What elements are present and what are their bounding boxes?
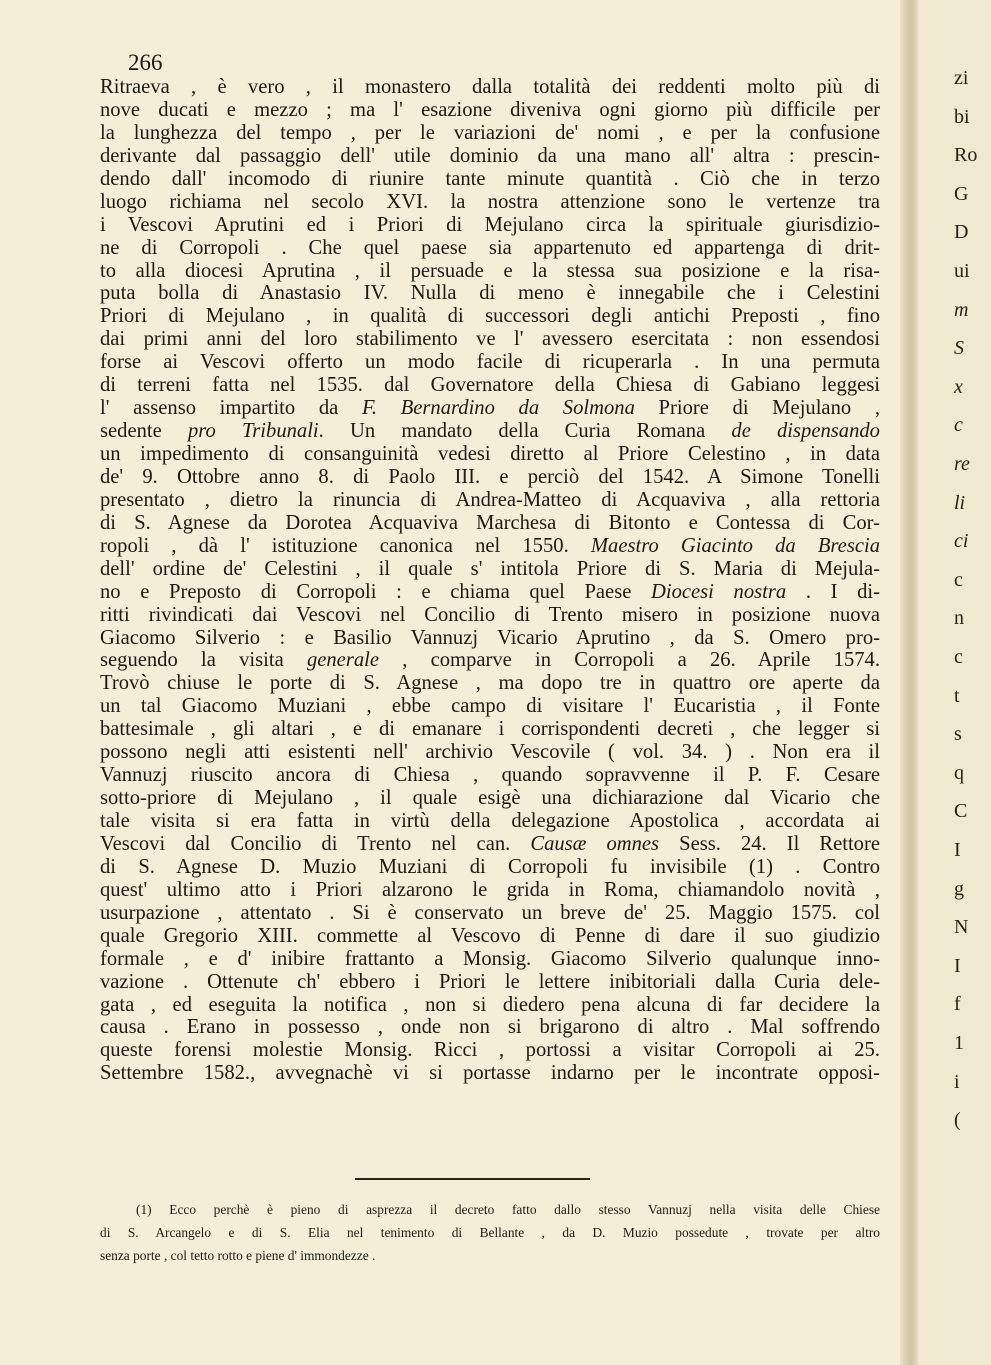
text-line xyxy=(100,260,880,283)
text-run: no e Preposto di Corropoli : e chiama quel Paese xyxy=(100,580,651,603)
text-run: Giacomo Silverio : e Basilio Vannuzj Vicario Aprutino , da S. Omero pro- xyxy=(100,626,880,649)
text-line xyxy=(100,558,880,581)
text-line xyxy=(100,902,880,925)
text-line xyxy=(100,627,880,650)
text-run: nove ducati e mezzo ; ma l' esazione diveniva ogni giorno più difficile per xyxy=(100,98,880,121)
text-run: sotto-priore di Mejulano , il quale esigè una dichiarazione dal Vicario che xyxy=(100,787,880,810)
italic-run: pro Tribunali xyxy=(187,420,319,443)
text-run: Vannuzj riuscito ancora di Chiesa , quando sopravvenne il P. F. Cesare xyxy=(100,764,880,787)
text-line xyxy=(100,994,880,1017)
text-run: puta bolla di Anastasio IV. Nulla di meno è innegabile che i Celestini xyxy=(100,282,880,305)
text-run: formale , e d' inibire frattanto a Monsig. Giacomo Silverio qualunque inno- xyxy=(100,947,880,970)
text-run: . Un mandato della Curia Romana xyxy=(318,420,732,443)
text-line xyxy=(100,971,880,994)
text-line xyxy=(100,99,880,122)
italic-run: generale xyxy=(306,649,380,672)
text-run: un tal Giacomo Muziani , ebbe campo di visitare l' Eucaristia , il Fonte xyxy=(100,695,880,718)
footnote-separator xyxy=(355,1178,590,1180)
facing-page-fragment: n xyxy=(954,607,964,630)
facing-page-fragment: ci xyxy=(954,530,969,553)
facing-page-fragment: zi xyxy=(954,67,969,89)
text-run: Priori di Mejulano , in qualità di successori degli antichi Preposti , fino xyxy=(100,305,880,328)
text-run: un impedimento di consanguinità vedesi diretto al Priore Celestino , in data xyxy=(100,443,880,465)
text-line xyxy=(100,512,880,535)
text-run: , comparve in Corropoli a 26. Aprile 1574. xyxy=(379,649,880,672)
text-line xyxy=(100,305,880,328)
text-run: queste forensi molestie Monsig. Ricci , portossi a visitar Corropoli ai 25. xyxy=(100,1039,880,1062)
book-gutter xyxy=(900,0,918,1365)
text-line xyxy=(100,787,880,810)
text-line xyxy=(100,466,880,489)
text-run: Trovò chiuse le porte di S. Agnese , ma dopo tre in quattro ore aperte da xyxy=(100,672,880,695)
facing-page-fragment: D xyxy=(954,221,969,244)
body-text xyxy=(100,76,880,1085)
text-line xyxy=(100,168,880,191)
text-run: dendo dall' incomodo di riunire tante minute quantità . Ciò che in terzo xyxy=(100,167,880,190)
footnote-line: senza porte , col tetto rotto e piene d' immondezze . xyxy=(100,1248,376,1263)
text-run: i Vescovi Aprutini ed i Priori di Mejulano circa la spirituale giurisdizio- xyxy=(100,213,880,236)
page-number: 266 xyxy=(128,50,163,75)
facing-page-fragment: li xyxy=(954,491,966,514)
facing-page-fragment: g xyxy=(954,877,964,900)
text-line xyxy=(100,879,880,902)
text-run: di S. Agnese da Dorotea Acquaviva Marchesa di Bitonto e Contessa di Cor- xyxy=(100,511,880,534)
text-line xyxy=(100,351,880,374)
text-run: usurpazione , attentato . Si è conservato un breve de' 25. Maggio 1575. col xyxy=(100,901,880,924)
italic-run: F. Bernardino da Solmona xyxy=(361,397,635,420)
text-line xyxy=(100,420,880,443)
facing-page-fragment: 1 xyxy=(954,1032,964,1054)
text-line xyxy=(100,1039,880,1062)
text-run: to alla diocesi Aprutina , il persuade e la stessa sua posizione e la risa- xyxy=(100,259,880,282)
text-line xyxy=(100,810,880,833)
facing-page-fragment: c xyxy=(954,568,963,591)
facing-page-fragment: q xyxy=(954,761,964,784)
text-line xyxy=(100,604,880,627)
text-run: de' 9. Ottobre anno 8. di Paolo III. e perciò del 1542. A Simone Tonelli xyxy=(100,465,880,488)
italic-run: Maestro Giacinto da Brescia xyxy=(590,534,880,557)
text-run: presentato , dietro la rinuncia di Andrea-Matteo di Acquaviva , alla rettoria xyxy=(100,488,880,511)
text-run: dell' ordine de' Celestini , il quale s' intitola Priore di S. Maria di Mejula- xyxy=(100,557,880,580)
facing-page-fragment: Ro xyxy=(954,144,978,167)
text-line xyxy=(100,237,880,260)
text-run: ropoli , dà l' istituzione canonica nel 1550. xyxy=(100,534,591,557)
text-line xyxy=(100,191,880,214)
italic-run: Diocesi nostra xyxy=(651,580,787,603)
text-run: possono negli atti esistenti nell' archivio Vescovile ( vol. 34. ) . Non era il xyxy=(100,741,880,764)
facing-page-fragment: N xyxy=(954,916,969,939)
text-line xyxy=(100,948,880,971)
text-line xyxy=(100,374,880,397)
text-run: dai primi anni del loro stabilimento ve l' avessero esercitata : non essendosi xyxy=(100,328,880,351)
text-line xyxy=(100,214,880,237)
facing-page-fragment: I xyxy=(954,839,961,861)
text-run: Ritraeva , è vero , il monastero dalla totalità dei reddenti molto più di xyxy=(100,76,880,98)
facing-page-edge xyxy=(918,0,991,1365)
facing-page-fragment: i xyxy=(954,1070,960,1093)
text-run: forse ai Vescovi offerto un modo facile di ricuperarla . In una permuta xyxy=(100,351,880,374)
facing-page-fragment: c xyxy=(954,646,963,668)
text-line xyxy=(100,672,880,695)
italic-run: de dispensando xyxy=(731,420,880,443)
facing-page-fragment: S xyxy=(954,337,964,360)
text-run: sedente xyxy=(100,420,188,443)
footnote-line: (1) Ecco perchè è pieno di asprezza il decreto fatto dallo stesso Vannuzj nella visita delle Chiese xyxy=(136,1202,880,1217)
facing-page-fragment: G xyxy=(954,182,969,205)
text-line xyxy=(100,397,880,420)
text-line xyxy=(100,282,880,305)
text-run: battesimale , gli altari , e di emanare i corrispondenti decreti , che legger si xyxy=(100,718,880,741)
facing-page-fragment: s xyxy=(954,723,962,746)
text-line xyxy=(100,718,880,741)
text-line xyxy=(100,76,880,99)
text-line xyxy=(100,535,880,558)
facing-page-fragment: c xyxy=(954,414,963,437)
text-run: causa . Erano in possesso , onde non si brigarono di altro . Mal soffrendo xyxy=(100,1016,880,1039)
footnote xyxy=(100,1198,880,1267)
text-line xyxy=(100,489,880,512)
text-line xyxy=(100,925,880,948)
text-run: di terreni fatta nel 1535. dal Governatore della Chiesa di Gabiano leggesi xyxy=(100,374,880,397)
facing-page-fragment: x xyxy=(954,375,963,398)
text-line xyxy=(100,764,880,787)
text-run: tale visita si era fatta in virtù della delegazione Apostolica , accordata ai xyxy=(100,810,880,832)
text-run: Priore di Mejulano , xyxy=(634,397,880,420)
text-run: gata , ed eseguita la notifica , non si diedero pena alcuna di far decidere la xyxy=(100,993,880,1016)
text-line xyxy=(100,695,880,718)
text-run: . I di- xyxy=(786,580,880,603)
text-line xyxy=(100,649,880,672)
text-line xyxy=(100,1062,880,1085)
text-run: quale Gregorio XIII. commette al Vescovo di Penne di dare il suo giudizio xyxy=(100,924,880,947)
facing-page-fragment: ui xyxy=(954,260,970,282)
facing-page-fragment: bi xyxy=(954,105,970,128)
facing-page-fragment: C xyxy=(954,800,968,823)
text-run: Settembre 1582., avvegnachè vi si portasse indarno per le incontrate opposi- xyxy=(100,1062,880,1085)
text-run: Vescovi dal Concilio di Trento nel can. xyxy=(100,832,531,855)
text-run: la lunghezza del tempo , per le variazioni de' nomi , e per la confusione xyxy=(100,121,880,144)
text-run: ne di Corropoli . Che quel paese sia appartenuto ed appartenga di drit- xyxy=(100,236,880,259)
text-run: quest' ultimo atto i Priori alzarono le grida in Roma, chiamandolo novità , xyxy=(100,878,880,901)
text-line xyxy=(100,122,880,145)
text-line xyxy=(100,1016,880,1039)
text-line xyxy=(100,741,880,764)
text-run: ritti rivindicati dai Vescovi nel Concilio di Trento misero in posizione nuova xyxy=(100,603,880,626)
text-line xyxy=(100,145,880,168)
facing-page-fragment: t xyxy=(954,684,960,707)
italic-run: Causæ omnes xyxy=(530,832,660,855)
text-run: seguendo la visita xyxy=(100,649,307,672)
text-run: Sess. 24. Il Rettore xyxy=(659,832,880,855)
text-line xyxy=(100,856,880,879)
text-line xyxy=(100,443,880,466)
facing-page-fragment: m xyxy=(954,298,969,321)
facing-page-fragment: I xyxy=(954,954,961,977)
text-run: luogo richiama nel secolo XVI. la nostra attenzione sono le vertenze tra xyxy=(100,190,880,213)
text-line xyxy=(100,581,880,604)
text-line xyxy=(100,833,880,856)
text-run: l' assenso impartito da xyxy=(100,397,362,420)
text-line xyxy=(100,328,880,351)
facing-page-fragment: f xyxy=(954,993,961,1016)
text-run: vazione . Ottenute ch' ebbero i Priori le lettere inibitoriali dalla Curia dele- xyxy=(100,970,880,993)
facing-page-fragment: ( xyxy=(954,1109,961,1132)
text-run: di S. Agnese D. Muzio Muziani di Corropoli fu invisibile (1) . Contro xyxy=(100,855,880,878)
text-run: derivante dal passaggio dell' utile dominio da una mano all' altra : prescin- xyxy=(100,144,880,167)
facing-page-fragment: re xyxy=(954,453,970,475)
footnote-line: di S. Arcangelo e di S. Elia nel tenimento di Bellante , da D. Muzio possedute , trovate per altro xyxy=(100,1225,880,1240)
